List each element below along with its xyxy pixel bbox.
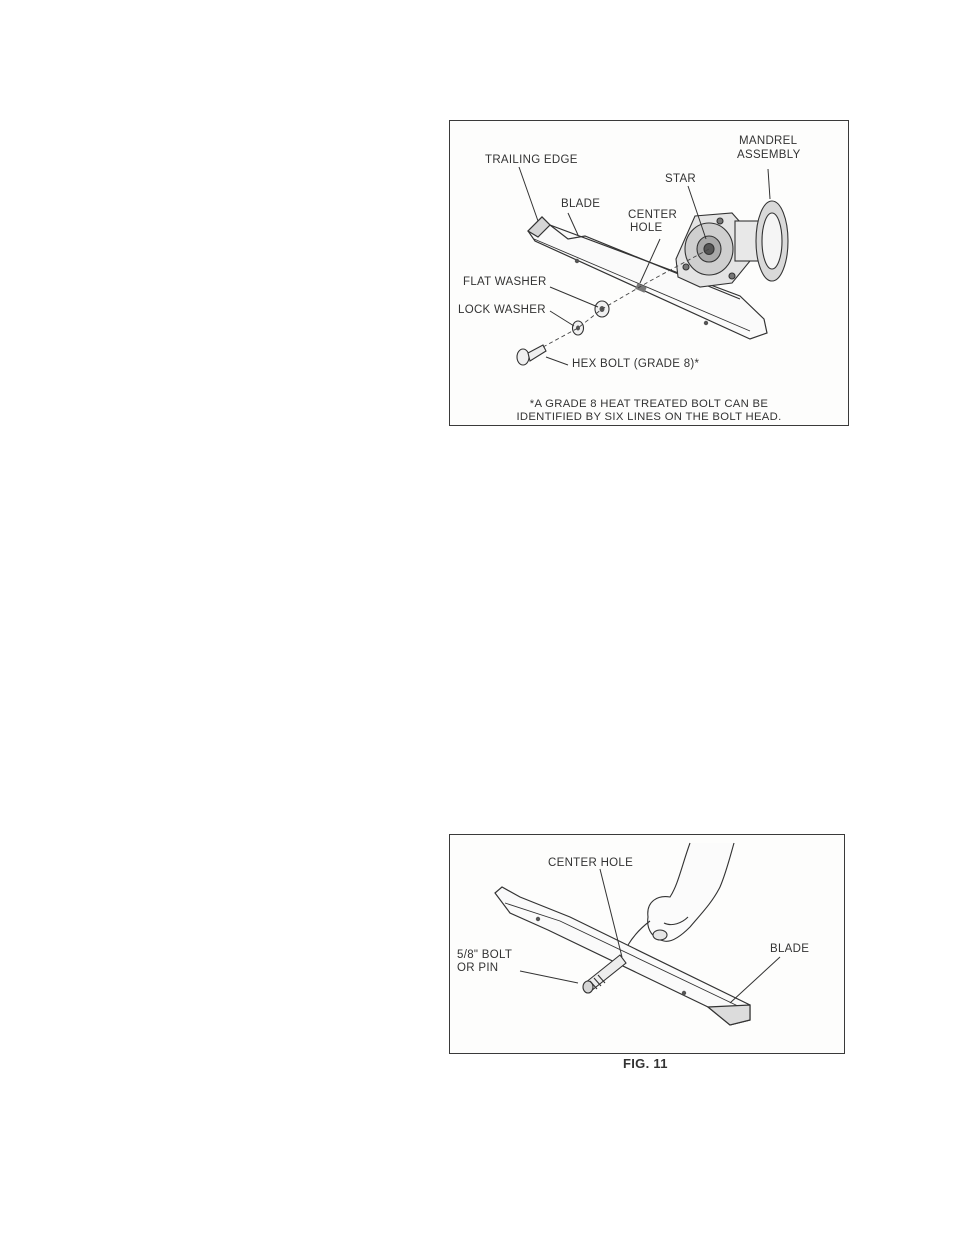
label-bolt-line1: 5/8" BOLT bbox=[457, 949, 513, 961]
blade-balance-figure bbox=[449, 834, 845, 1054]
label-bolt-line2: OR PIN bbox=[457, 962, 499, 974]
label-hex-bolt: HEX BOLT (GRADE 8)* bbox=[572, 358, 700, 370]
hex-bolt-shape bbox=[517, 345, 546, 365]
bolt-note-line1: *A GRADE 8 HEAT TREATED BOLT CAN BE bbox=[529, 398, 769, 410]
blade-assembly-figure bbox=[449, 120, 849, 426]
bolt-pin-shape bbox=[583, 955, 626, 993]
label-center-hole: CENTER HOLE bbox=[548, 857, 634, 869]
label-flat-washer: FLAT WASHER bbox=[463, 276, 547, 288]
label-mandrel-line1: MANDREL bbox=[739, 135, 798, 147]
label-lock-washer: LOCK WASHER bbox=[458, 304, 546, 316]
label-center-line1: CENTER bbox=[628, 209, 678, 221]
hand-shape bbox=[628, 843, 734, 945]
label-center-line2: HOLE bbox=[630, 222, 663, 234]
figure-caption: FIG. 11 bbox=[623, 1056, 668, 1071]
label-star: STAR bbox=[665, 173, 697, 185]
label-blade: BLADE bbox=[561, 198, 601, 210]
bolt-note-line2: IDENTIFIED BY SIX LINES ON THE BOLT HEAD. bbox=[516, 411, 782, 423]
mandrel-assembly bbox=[676, 201, 788, 287]
label-mandrel-line2: ASSEMBLY bbox=[737, 149, 801, 161]
label-trailing-edge: TRAILING EDGE bbox=[485, 154, 578, 166]
label-blade: BLADE bbox=[770, 943, 810, 955]
blade-shape bbox=[495, 887, 750, 1025]
